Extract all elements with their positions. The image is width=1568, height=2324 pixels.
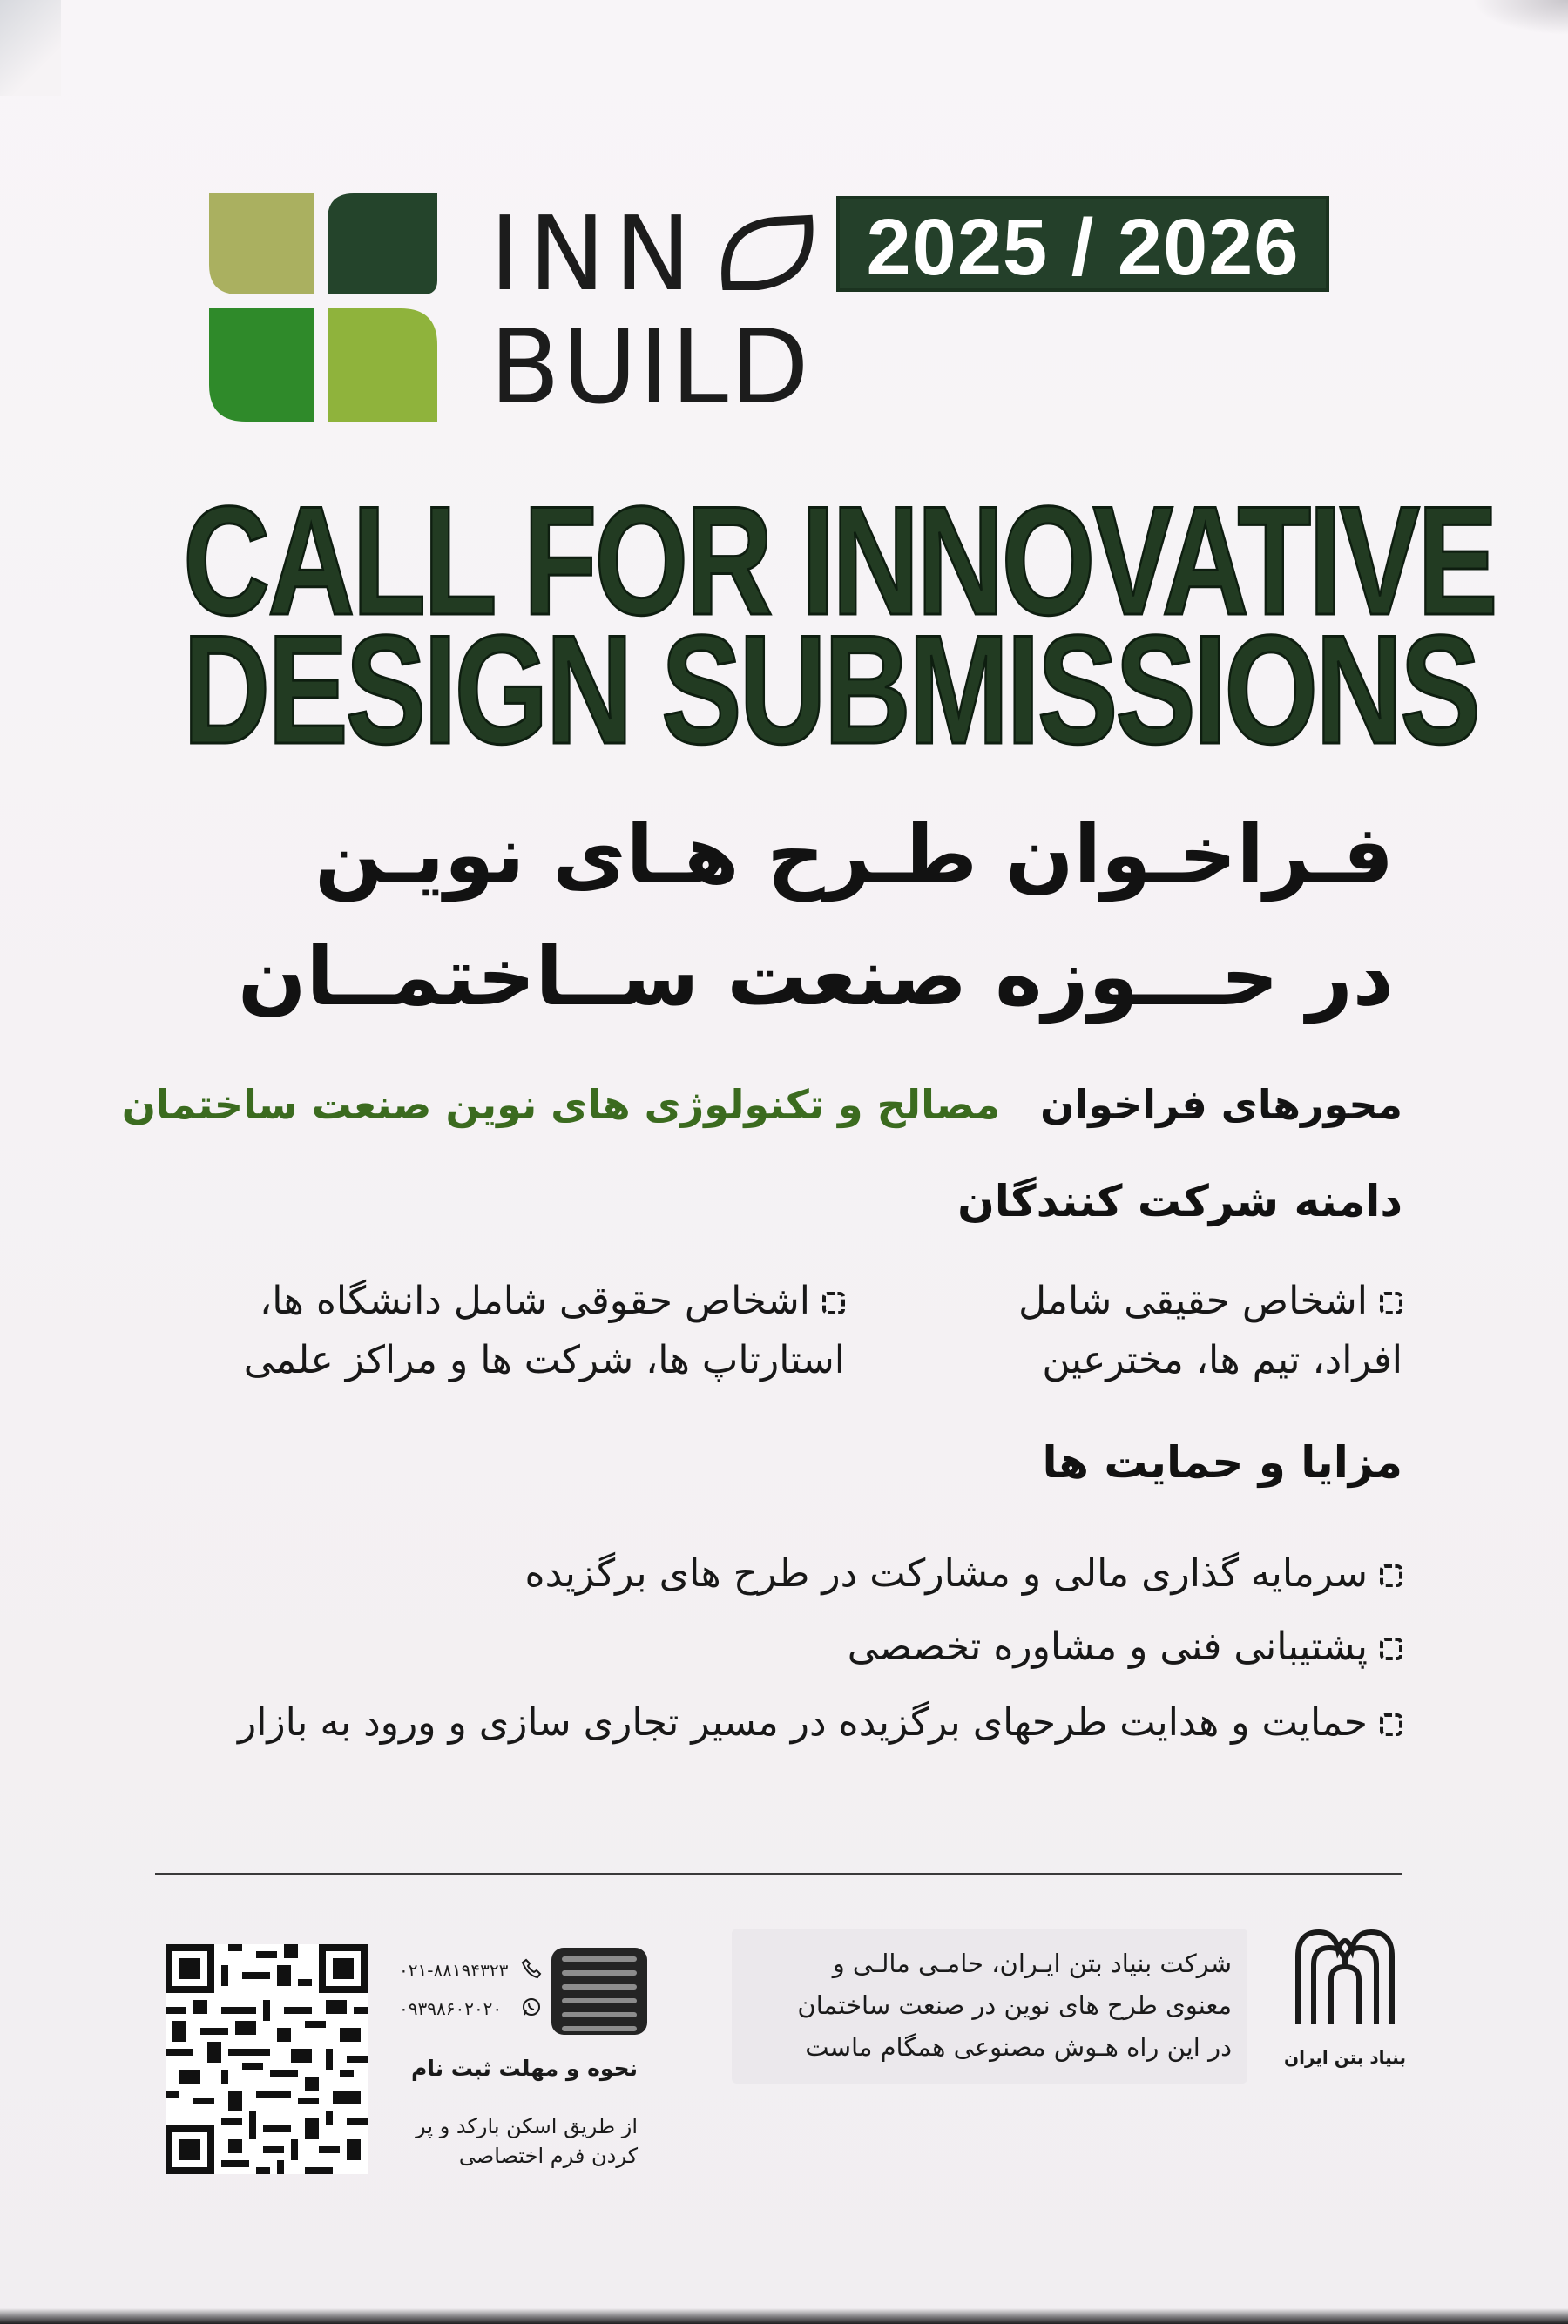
whatsapp-icon [521,1996,542,2017]
sponsor-text: شرکت بنیاد بتن ایـران، حامـی مالـی و معنوی طرح های نوین در صنعت ساختمان در این راه هـوش مصنوعی همگام ماست [797,1949,1232,2062]
phone-number-2[interactable]: ۰۹۳۹۸۶۰۲۰۲۰ [399,1998,503,2019]
page-corner-fold [0,0,61,96]
year-badge: 2025 / 2026 [836,196,1329,292]
registration-heading: نحوه و مهلت ثبت نام [411,2056,638,2081]
participants-legal [183,1272,845,1390]
innobuild-logo-icon [209,193,437,422]
bullet-icon [1380,1564,1402,1587]
benefits-list [166,1537,1402,1753]
brand-wordmark [490,193,821,429]
qr-code[interactable] [166,1944,368,2174]
phone-icon [521,1958,542,1979]
natural-line-2: افراد، تیم ها، مخترعین [1042,1338,1402,1382]
topics-value: مصالح و تکنولوژی های نوین صنعت ساختمان [121,1081,1001,1128]
bullet-icon [1380,1638,1402,1660]
persian-title-line-1: فـراخـوان طـرح هـای نویـن [314,808,1394,902]
benefits-heading: مزایا و حمایت ها [1042,1437,1402,1488]
participants-heading: دامنه شرکت کنندگان [957,1176,1402,1226]
page-bottom-edge [0,2308,1568,2324]
bonyad-beton-logo-icon [1293,1927,1397,2026]
bullet-icon [1380,1292,1402,1314]
leaf-o-icon [714,209,819,296]
list-item: حمایت و هدایت طرحهای برگزیده در مسیر تجاری سازی و ورود به بازار [166,1684,1402,1753]
contact-card-image [551,1948,647,2035]
participants-natural [950,1272,1402,1390]
call-topics [96,1070,1402,1139]
bullet-icon [1380,1713,1402,1736]
contact-block [399,1948,660,2035]
english-headline [183,474,1496,776]
page-corner-shadow [1472,0,1568,35]
topics-label: محورهای فراخوان [1040,1081,1402,1128]
persian-title [174,794,1394,1038]
legal-line-2: استارتاپ ها، شرکت ها و مراکز علمی [243,1338,845,1382]
headline-line-1: CALL FOR INNOVATIVE [183,474,1496,647]
brand-line-1: INN [490,193,700,314]
registration-text: از طریق اسکن بارکد و پر کردن فرم اختصاصی [416,2114,638,2168]
phone-number-1[interactable]: ۰۲۱-۸۸۱۹۴۳۲۳ [399,1960,509,1981]
brand-line-2: BUILD [490,307,811,427]
headline-line-2: DESIGN SUBMISSIONS [183,603,1478,776]
list-item: سرمایه گذاری مالی و مشارکت در طرح های برگزیده [166,1537,1402,1611]
sponsor-logo-label: بنیاد بتن ایران [1284,2047,1406,2068]
bullet-icon [822,1292,845,1314]
legal-line-1: اشخاص حقوقی شامل دانشگاه ها، [260,1279,810,1323]
persian-title-line-2: در حـــوزه صنعت ســاختمــان [237,930,1394,1024]
natural-line-1: اشخاص حقیقی شامل [1018,1279,1368,1323]
list-item: پشتیبانی فنی و مشاوره تخصصی [166,1611,1402,1684]
footer-divider [155,1873,1402,1875]
sponsor-box [732,1929,1247,2084]
